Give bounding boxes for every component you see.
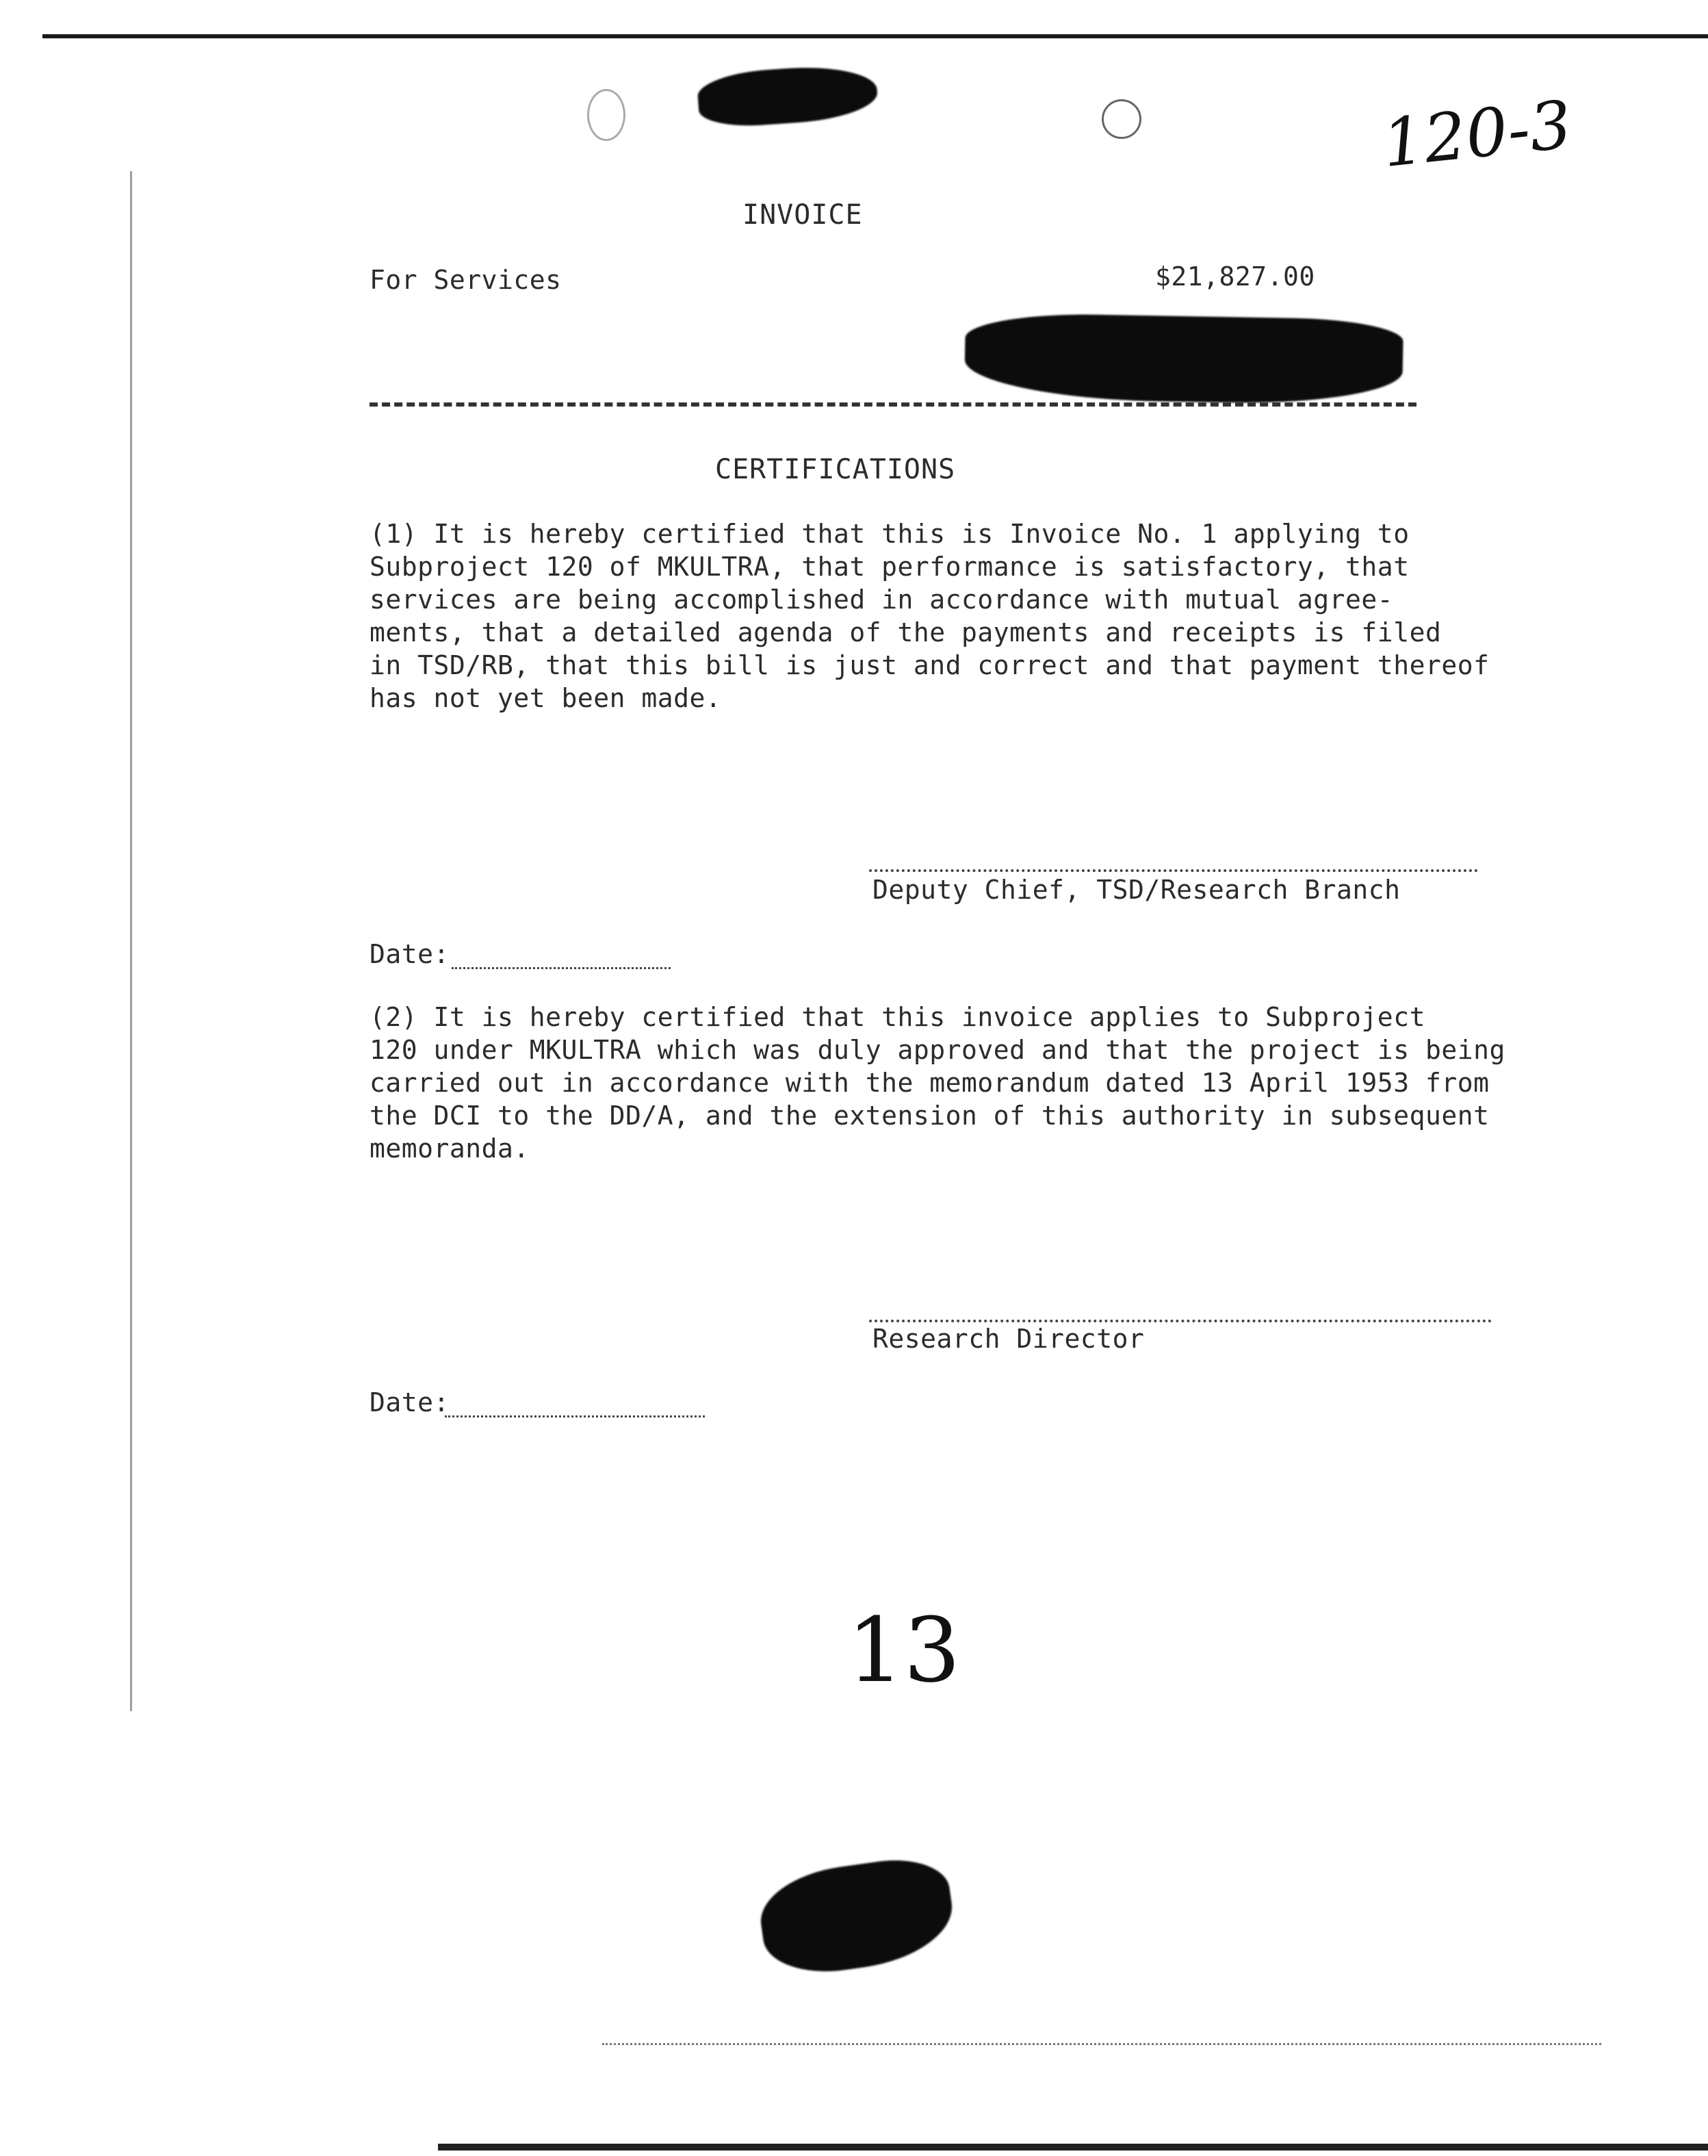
invoice-title: INVOICE — [742, 199, 863, 231]
handwritten-page-mark: 13 — [847, 1598, 961, 1702]
cert1-line: (1) It is hereby certified that this is Invoice No. 1 applying to — [370, 519, 1410, 549]
cert2-line: the DCI to the DD/A, and the extension of this authority in subsequent — [370, 1101, 1490, 1131]
invoice-item-label: For Services — [370, 265, 562, 295]
section-separator — [370, 402, 1416, 407]
cert1-line: services are being accomplished in accordance with mutual agree- — [370, 585, 1394, 615]
cert2-line: 120 under MKULTRA which was duly approved and that the project is being — [370, 1035, 1505, 1065]
certifications-heading: CERTIFICATIONS — [715, 454, 956, 485]
date-label-2: Date: — [370, 1387, 450, 1417]
certification-1 — [370, 517, 1533, 715]
bleed-through-line — [602, 2043, 1601, 2047]
redaction-payee — [964, 312, 1403, 405]
scan-bottom-edge — [438, 2144, 1708, 2151]
redaction-bottom — [755, 1852, 959, 1981]
punch-mark-left — [587, 89, 625, 141]
punch-mark-right — [1102, 99, 1141, 139]
date-line-1 — [452, 967, 671, 971]
signatory-1: Deputy Chief, TSD/Research Branch — [872, 875, 1401, 905]
date-label-1: Date: — [370, 939, 450, 969]
cert1-line: in TSD/RB, that this bill is just and correct and that payment thereof — [370, 650, 1490, 680]
cert2-line: memoranda. — [370, 1133, 530, 1164]
redaction-top — [697, 62, 879, 129]
cert2-line: (2) It is hereby certified that this invoice applies to Subproject — [370, 1002, 1425, 1032]
cert2-line: carried out in accordance with the memorandum dated 13 April 1953 from — [370, 1068, 1490, 1098]
cert1-line: ments, that a detailed agenda of the payments and receipts is filed — [370, 617, 1442, 647]
date-line-2 — [445, 1415, 705, 1420]
certification-2 — [370, 1001, 1533, 1165]
signatory-2: Research Director — [872, 1324, 1145, 1354]
scan-top-edge — [42, 34, 1708, 38]
cert1-line: has not yet been made. — [370, 683, 722, 713]
cert1-line: Subproject 120 of MKULTRA, that performance is satisfactory, that — [370, 552, 1410, 582]
handwritten-reference-number: 120-3 — [1378, 86, 1575, 183]
invoice-amount: $21,827.00 — [1155, 261, 1315, 292]
scan-left-edge — [130, 171, 132, 1711]
